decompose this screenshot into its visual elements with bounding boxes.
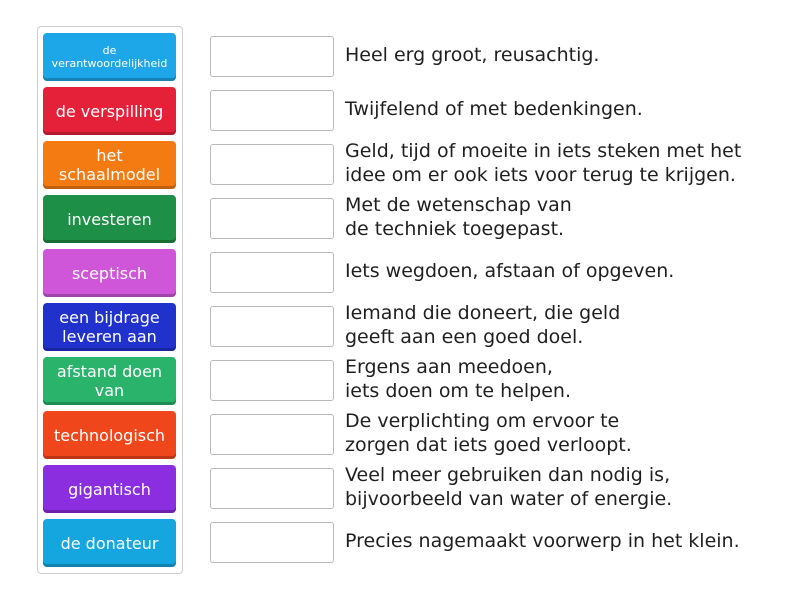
answer-drop-slot[interactable]: [210, 468, 334, 509]
answer-drop-slot[interactable]: [210, 306, 334, 347]
answer-drop-slot[interactable]: [210, 90, 334, 131]
answer-drop-slot[interactable]: [210, 522, 334, 563]
term-tile[interactable]: sceptisch: [43, 249, 176, 297]
term-tile[interactable]: een bijdrage leveren aan: [43, 303, 176, 351]
definition-text: Heel erg groot, reusachtig.: [345, 44, 600, 66]
term-tile[interactable]: gigantisch: [43, 465, 176, 513]
answer-drop-slot[interactable]: [210, 252, 334, 293]
answer-drop-slot[interactable]: [210, 144, 334, 185]
definition-text: Ergens aan meedoen, iets doen om te helpen.: [345, 356, 572, 402]
term-tile[interactable]: de donateur: [43, 519, 176, 567]
answer-drop-slot[interactable]: [210, 414, 334, 455]
definition-text: Precies nagemaakt voorwerp in het klein.: [345, 530, 740, 552]
definition-text: Iemand die doneert, die geld geeft aan een goed doel.: [345, 302, 621, 348]
answer-drop-slot[interactable]: [210, 198, 334, 239]
term-tile[interactable]: de verspilling: [43, 87, 176, 135]
term-tile[interactable]: afstand doen van: [43, 357, 176, 405]
answer-drop-slot[interactable]: [210, 36, 334, 77]
term-tile[interactable]: investeren: [43, 195, 176, 243]
answer-drop-slot[interactable]: [210, 360, 334, 401]
definition-text: Met de wetenschap van de techniek toegepast.: [345, 194, 572, 240]
definition-text: De verplichting om ervoor te zorgen dat iets goed verloopt.: [345, 410, 632, 456]
definition-text: Veel meer gebruiken dan nodig is, bijvoorbeeld van water of energie.: [345, 464, 673, 510]
term-tile[interactable]: de verantwoordelijkheid: [43, 33, 176, 81]
term-tile[interactable]: technologisch: [43, 411, 176, 459]
definition-text: Twijfelend of met bedenkingen.: [345, 98, 643, 120]
definition-text: Geld, tijd of moeite in iets steken met het idee om er ook iets voor terug te krijgen.: [345, 140, 742, 186]
term-tile[interactable]: het schaalmodel: [43, 141, 176, 189]
definition-text: Iets wegdoen, afstaan of opgeven.: [345, 260, 675, 282]
